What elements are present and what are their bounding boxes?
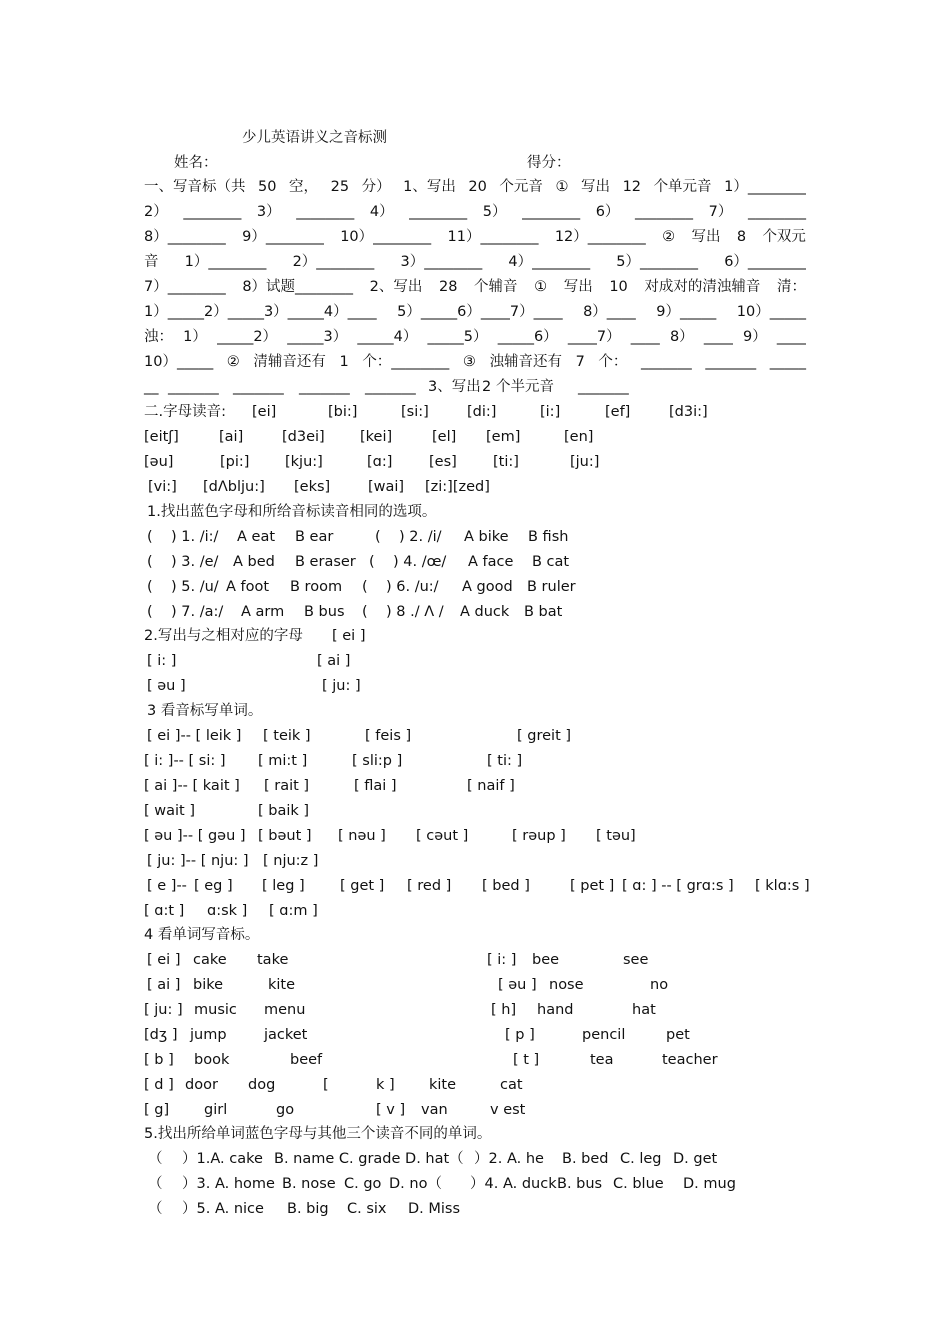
text: ) 3. /e/ — [171, 554, 219, 570]
phonetic: [ ai ] — [317, 653, 351, 669]
text: 8）试题________ — [242, 279, 354, 295]
phonetic: [bi:] — [328, 404, 358, 420]
text: ) 6. /u:/ — [386, 579, 439, 595]
text: 4）________ — [508, 254, 591, 270]
word: teacher — [662, 1052, 718, 1068]
text: D. no（ — [389, 1176, 442, 1192]
phonetic: [ i: ] — [147, 653, 177, 669]
section1-line-5 — [144, 275, 806, 300]
text: 分） — [361, 179, 391, 195]
text: B bat — [524, 604, 563, 620]
section1-line-6 — [144, 300, 806, 325]
phonetic: [ get ] — [340, 878, 385, 894]
text: C. six — [347, 1201, 387, 1217]
phonetic: [ sli:p ] — [352, 753, 403, 769]
phonetic: [ ju: ] — [144, 1002, 183, 1018]
text: ________ — [183, 204, 242, 220]
text: 7） — [708, 204, 733, 220]
text: ( — [362, 604, 368, 620]
phonetic: [d3i:] — [669, 404, 708, 420]
text: _____3） — [287, 329, 348, 345]
text: _____4） — [357, 329, 418, 345]
phonetic: [i:] — [540, 404, 561, 420]
text: （ — [148, 1201, 163, 1217]
text: 5） — [482, 204, 507, 220]
text: ( — [362, 579, 368, 595]
text: D. Miss — [408, 1201, 461, 1217]
text: ( — [375, 529, 381, 545]
phonetic: [ei] — [252, 404, 277, 420]
phonetic: [ ɑ:t ] — [144, 903, 185, 919]
phonetic: [dʒ ] — [144, 1027, 178, 1043]
text: 清辅音还有 — [253, 354, 326, 370]
phonetic: [ v ] — [376, 1102, 406, 1118]
phonetic: [ef] — [605, 404, 631, 420]
word: girl — [204, 1102, 228, 1118]
phonetic: [ əu ] — [498, 977, 537, 993]
section2-title: 二.字母读音: — [144, 404, 226, 420]
word: hat — [632, 1002, 656, 1018]
q5-title: 5.找出所给单词蓝色字母与其他三个读音不同的单词。 — [144, 1126, 492, 1142]
word: hand — [537, 1002, 574, 1018]
text: 5）________ — [616, 254, 699, 270]
text: ________ — [747, 204, 806, 220]
text: 个：________ — [362, 354, 450, 370]
text: 50 — [258, 179, 277, 195]
phonetic: [ ju: ] — [322, 678, 361, 694]
word: dog — [248, 1077, 276, 1093]
text: 8）____ — [583, 304, 636, 320]
text: 音 — [144, 254, 159, 270]
text: 6） — [595, 204, 620, 220]
phonetic: [ eg ] — [194, 878, 233, 894]
text: ____ — [703, 329, 733, 345]
text: A bike — [464, 529, 509, 545]
text: _______ — [233, 379, 284, 395]
text: 10）_____ — [144, 354, 214, 370]
q2-title: 2.写出与之相对应的字母 — [144, 628, 303, 644]
phonetic: [wai] — [368, 479, 405, 495]
text: 个辅音 — [474, 279, 518, 295]
text: 2 — [482, 379, 492, 395]
text: （ — [148, 1176, 163, 1192]
text: 10）________ — [340, 229, 432, 245]
word: van — [421, 1102, 448, 1118]
text: 8） — [669, 329, 694, 345]
text: 1）________ — [724, 179, 806, 195]
q2-title-tail: [ ei ] — [332, 628, 366, 644]
phonetic: [zi:][zed] — [425, 479, 490, 495]
text: ( — [147, 579, 153, 595]
phonetic: [ɑ:] — [367, 454, 393, 470]
word: jump — [190, 1027, 227, 1043]
text: 个半元音 — [496, 379, 554, 395]
text: （ — [148, 1151, 163, 1167]
phonetic: [ əu ]-- [ gəu ] — [144, 828, 246, 844]
text: 28 — [438, 279, 458, 295]
word: cake — [193, 952, 227, 968]
text: 写出 — [581, 179, 611, 195]
phonetic: [si:] — [401, 404, 429, 420]
phonetic: [ti:] — [493, 454, 519, 470]
text: ) 5. /u/ — [171, 579, 219, 595]
text: A good — [462, 579, 513, 595]
word: music — [194, 1002, 237, 1018]
text: _______ — [705, 354, 757, 370]
phonetic: [es] — [429, 454, 457, 470]
text: 空， — [289, 179, 319, 195]
phonetic: [ d ] — [144, 1077, 174, 1093]
text: _______ — [365, 379, 416, 395]
word: nose — [549, 977, 584, 993]
phonetic: [ ɑ: ] -- [ grɑ:s ] — [622, 878, 734, 894]
word: menu — [264, 1002, 306, 1018]
text: ① — [534, 279, 548, 295]
phonetic: [kju:] — [285, 454, 323, 470]
text: ) 1. /i:/ — [171, 529, 219, 545]
word: no — [650, 977, 669, 993]
phonetic: [dΛblju:] — [203, 479, 265, 495]
word: tea — [590, 1052, 614, 1068]
word: see — [623, 952, 649, 968]
section1-line-8 — [144, 350, 806, 375]
text: B cat — [532, 554, 570, 570]
text: 3）________ — [400, 254, 483, 270]
phonetic: [ i: ]-- [ si: ] — [144, 753, 226, 769]
phonetic: [en] — [564, 429, 594, 445]
phonetic: ɑ:sk ] — [207, 903, 248, 919]
phonetic: k ] — [376, 1077, 395, 1093]
phonetic: [ red ] — [407, 878, 452, 894]
text: 9）_____ — [656, 304, 717, 320]
word: pet — [666, 1027, 690, 1043]
text: _______ — [168, 379, 219, 395]
word: door — [185, 1077, 218, 1093]
text: _____ — [769, 354, 806, 370]
phonetic: [ju:] — [570, 454, 600, 470]
text: 9） — [743, 329, 767, 345]
text: ② — [662, 229, 676, 245]
phonetic: [ e ]-- — [147, 878, 187, 894]
phonetic: [ bed ] — [482, 878, 530, 894]
text: B room — [290, 579, 343, 595]
text: ③ — [462, 354, 476, 370]
phonetic: [ nəu ] — [338, 828, 386, 844]
word: kite — [268, 977, 296, 993]
word: jacket — [264, 1027, 308, 1043]
text: A foot — [226, 579, 270, 595]
text: ____7） — [567, 329, 621, 345]
phonetic: [ pet ] — [570, 878, 615, 894]
text: ( — [147, 554, 153, 570]
phonetic: [ t ] — [513, 1052, 540, 1068]
phonetic: [ wait ] — [144, 803, 195, 819]
text: 7 — [575, 354, 585, 370]
phonetic: [ əu ] — [147, 678, 186, 694]
text: ）1.A. cake — [182, 1151, 263, 1167]
phonetic: [ nju:z ] — [263, 853, 319, 869]
text: ) 4. /œ/ — [393, 554, 447, 570]
phonetic: [ cəut ] — [416, 828, 469, 844]
phonetic: [ teik ] — [263, 728, 311, 744]
text: A bed — [233, 554, 275, 570]
phonetic: [ bəut ] — [258, 828, 312, 844]
text: 个单元音 — [653, 179, 712, 195]
text: ）3. A. home — [182, 1176, 275, 1192]
phonetic: [əu] — [144, 454, 174, 470]
q4-title: 4 看单词写音标。 — [144, 927, 260, 943]
phonetic: [kei] — [360, 429, 393, 445]
text: 2、写出 — [369, 279, 423, 295]
text: ( — [147, 604, 153, 620]
text: ) 2. /i/ — [399, 529, 442, 545]
text: C. leg — [620, 1151, 662, 1167]
text: ________ — [522, 204, 581, 220]
text: 浊： — [144, 329, 173, 345]
text: 3、写出 — [428, 379, 481, 395]
phonetic: [ mi:t ] — [258, 753, 308, 769]
word: go — [276, 1102, 295, 1118]
text: 6）________ — [724, 254, 806, 270]
word: kite — [429, 1077, 457, 1093]
phonetic: [ təu] — [596, 828, 636, 844]
text: ____ — [630, 329, 660, 345]
text: ① — [555, 179, 569, 195]
phonetic: [ ɑ:m ] — [269, 903, 318, 919]
section1-line-1 — [144, 175, 806, 200]
phonetic: [ leg ] — [262, 878, 305, 894]
text: 1）________ — [184, 254, 267, 270]
word: pencil — [582, 1027, 626, 1043]
word: take — [257, 952, 289, 968]
text: ________ — [296, 204, 355, 220]
text: 9）________ — [242, 229, 324, 245]
phonetic: [ — [323, 1077, 329, 1093]
phonetic: [ rait ] — [264, 778, 310, 794]
phonetic: [ ju: ]-- [ nju: ] — [147, 853, 249, 869]
text: ）2. A. he — [474, 1151, 544, 1167]
phonetic: [em] — [486, 429, 521, 445]
phonetic: [ b ] — [144, 1052, 174, 1068]
score-label: 得分： — [527, 155, 571, 171]
text: B eraser — [295, 554, 356, 570]
text: 8）________ — [144, 229, 226, 245]
q1-title: 1.找出蓝色字母和所给音标读音相同的选项。 — [147, 504, 437, 520]
text: B ruler — [527, 579, 576, 595]
text: 写出 — [691, 229, 721, 245]
text: ）4. A. duck — [470, 1176, 557, 1192]
text: 一、写音标（共 — [144, 179, 246, 195]
text: ________ — [635, 204, 694, 220]
phonetic: [ ai ] — [147, 977, 181, 993]
phonetic: [ i: ] — [487, 952, 517, 968]
q3-title: 3 看音标写单词。 — [147, 703, 263, 719]
text: ）5. A. nice — [182, 1201, 264, 1217]
text: A face — [468, 554, 514, 570]
text: D. mug — [683, 1176, 736, 1192]
phonetic: [ greit ] — [517, 728, 572, 744]
text: 清： — [776, 279, 806, 295]
word: cat — [500, 1077, 523, 1093]
text: 个： — [598, 354, 628, 370]
text: 8 — [736, 229, 747, 245]
text: 2）________ — [292, 254, 375, 270]
text: B bus — [304, 604, 345, 620]
text: 4） — [369, 204, 394, 220]
phonetic: [ai] — [219, 429, 244, 445]
word: bike — [193, 977, 224, 993]
section1-line-4 — [144, 250, 806, 275]
text: _____5） — [427, 329, 488, 345]
text: 12 — [622, 179, 642, 195]
text: 7）________ — [144, 279, 226, 295]
phonetic: [ p ] — [505, 1027, 535, 1043]
word: v est — [490, 1102, 526, 1118]
text: 个双元 — [762, 229, 806, 245]
text: 写出 — [563, 279, 593, 295]
text: 5）_____6）____7）____ — [397, 304, 563, 320]
text: 10 — [609, 279, 628, 295]
text: ( — [147, 529, 153, 545]
text: 1 — [339, 354, 349, 370]
text: 10）_____ — [736, 304, 806, 320]
text: A eat — [237, 529, 276, 545]
word: book — [194, 1052, 230, 1068]
text: B. nose — [282, 1176, 336, 1192]
phonetic: [d3ei] — [282, 429, 325, 445]
text: _______ — [578, 379, 629, 395]
text: ) 8 ./ Λ / — [386, 604, 444, 620]
name-label: 姓名： — [174, 155, 218, 171]
text: 3） — [256, 204, 281, 220]
text: ② — [226, 354, 240, 370]
text: ________ — [409, 204, 468, 220]
phonetic: [ naif ] — [467, 778, 515, 794]
phonetic: [ feis ] — [365, 728, 412, 744]
phonetic: [ ai ]-- [ kait ] — [144, 778, 240, 794]
text: B. bed — [562, 1151, 609, 1167]
text: 20 — [468, 179, 487, 195]
text: _____6） — [497, 329, 558, 345]
text: 2） — [144, 204, 168, 220]
phonetic: [ h] — [491, 1002, 517, 1018]
phonetic: [ rəup ] — [512, 828, 566, 844]
text: B. name C. grade D. hat（ — [274, 1151, 464, 1167]
phonetic: [ ei ] — [147, 952, 181, 968]
text: __ — [144, 379, 159, 395]
text: 1） — [183, 329, 207, 345]
text: 25 — [330, 179, 350, 195]
text: ( — [369, 554, 375, 570]
text: A duck — [460, 604, 510, 620]
text: 1）_____2）_____3）_____4）____ — [144, 304, 377, 320]
phonetic: [el] — [432, 429, 457, 445]
text: B. bus — [557, 1176, 603, 1192]
section1-line-3 — [144, 225, 806, 250]
text: D. get — [673, 1151, 718, 1167]
text: _______ — [299, 379, 350, 395]
phonetic: [ ti: ] — [487, 753, 523, 769]
text: 11）________ — [447, 229, 539, 245]
text: C. go — [344, 1176, 382, 1192]
text: B. big — [287, 1201, 329, 1217]
text: 对成对的清浊辅音 — [644, 279, 761, 295]
text: C. blue — [613, 1176, 664, 1192]
phonetic: [eitʃ] — [144, 429, 179, 445]
page-title: 少儿英语讲义之音标测 — [242, 130, 387, 146]
phonetic: [pi:] — [220, 454, 250, 470]
phonetic: [ klɑ:s ] — [755, 878, 810, 894]
section1-line-7 — [144, 325, 806, 350]
phonetic: [ ei ]-- [ leik ] — [147, 728, 242, 744]
text: B ear — [295, 529, 334, 545]
word: beef — [290, 1052, 323, 1068]
text: 浊辅音还有 — [489, 354, 562, 370]
text: 12）________ — [554, 229, 646, 245]
text: ____ — [776, 329, 806, 345]
phonetic: [ baik ] — [258, 803, 310, 819]
text: 1、写出 — [403, 179, 456, 195]
text: _______ — [641, 354, 692, 370]
section1-line-2 — [144, 200, 806, 225]
phonetic: [di:] — [467, 404, 497, 420]
phonetic: [eks] — [294, 479, 331, 495]
word: bee — [532, 952, 560, 968]
text: B fish — [528, 529, 569, 545]
text: ) 7. /a:/ — [171, 604, 224, 620]
phonetic: [vi:] — [148, 479, 177, 495]
phonetic: [ g] — [144, 1102, 170, 1118]
text: _____2） — [217, 329, 278, 345]
phonetic: [ flai ] — [354, 778, 397, 794]
text: A arm — [241, 604, 285, 620]
text: 个元音 — [499, 179, 543, 195]
